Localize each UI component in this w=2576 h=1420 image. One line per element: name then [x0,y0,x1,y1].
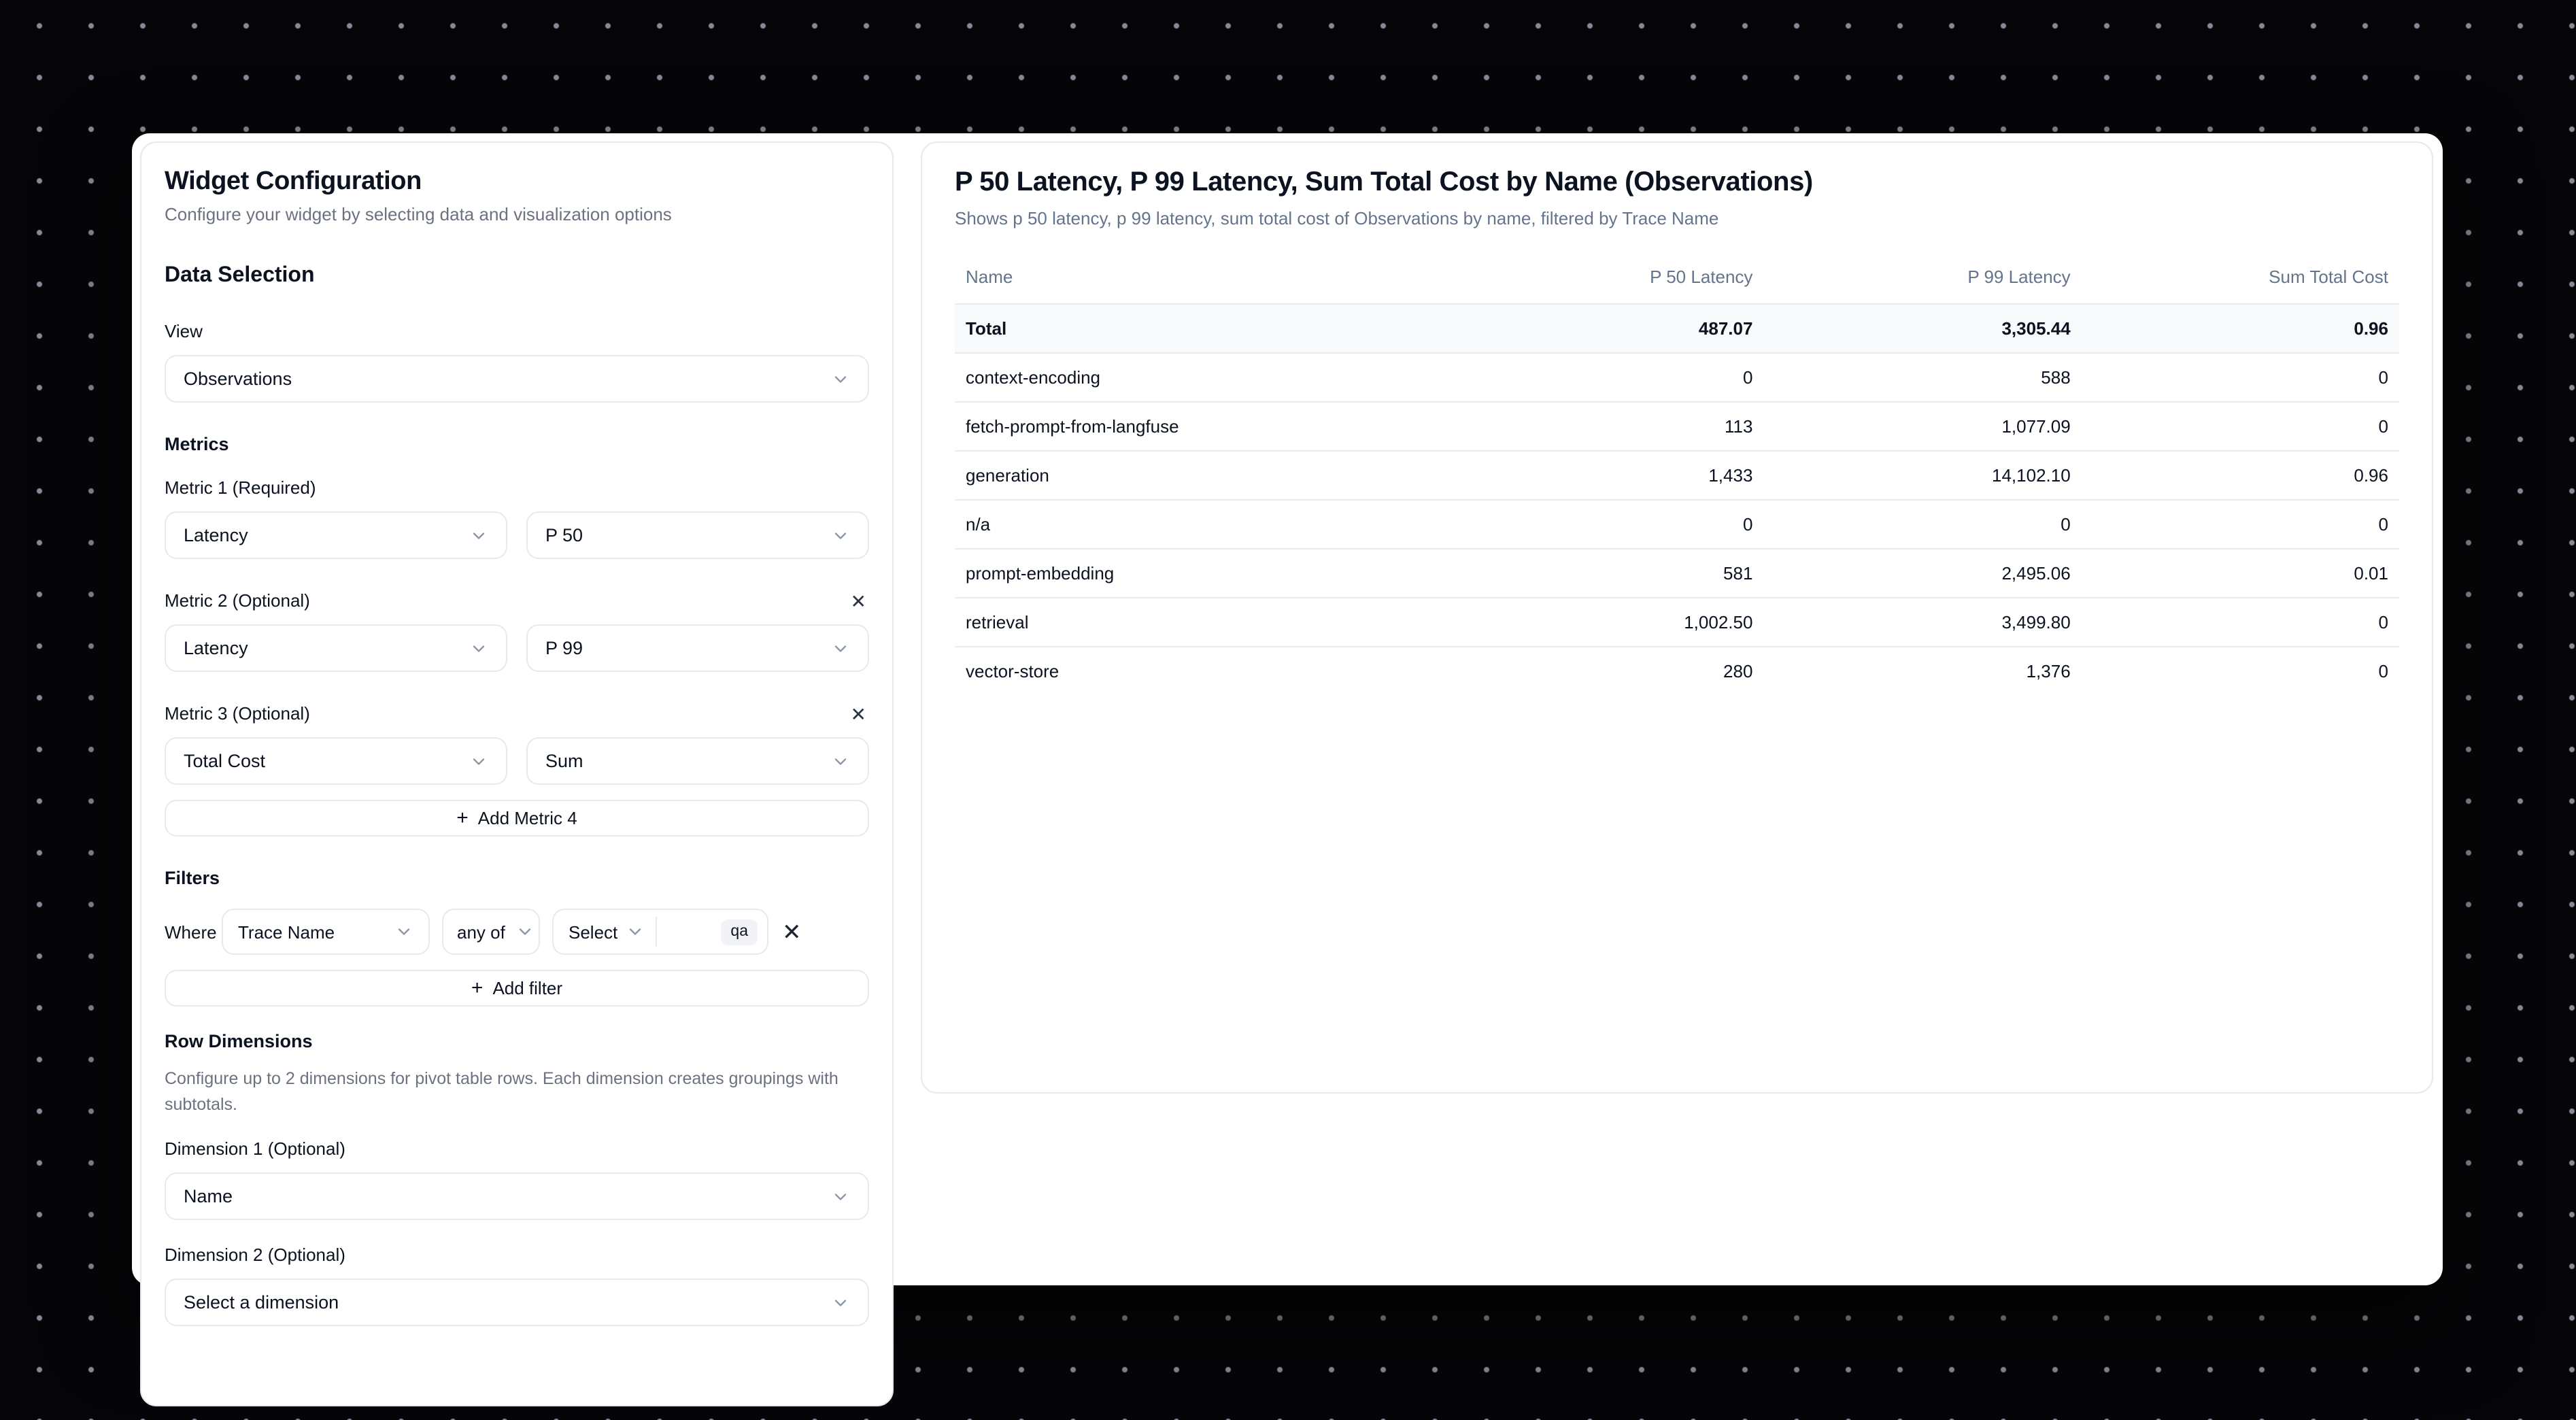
column-header-p50: P 50 Latency [1650,267,1753,287]
metric-3-measure-value: Total Cost [184,751,266,771]
remove-filter-button[interactable]: ✕ [782,919,802,945]
widget-configuration-modal [132,133,2443,1313]
metric-3-measure-select[interactable] [165,737,507,785]
cell-name: generation [955,451,1446,500]
add-metric-button[interactable] [165,800,869,836]
cell-cost: 0 [2082,598,2399,647]
metric-2-label: Metric 2 (Optional) [165,590,310,611]
chevron-down-icon [831,526,850,545]
dimension-1-value: Name [184,1186,233,1206]
cell-name: fetch-prompt-from-langfuse [955,402,1446,451]
metric-3-label: Metric 3 (Optional) [165,703,310,724]
where-label: Where [165,922,217,942]
preview-subtitle: Shows p 50 latency, p 99 latency, sum total cost of Observations by name, filtered by Trace Name [955,208,1719,229]
cell-p99: 1,077.09 [1763,402,2081,451]
chevron-down-icon [469,751,488,771]
filter-operator-select[interactable] [442,909,540,955]
chevron-down-icon [831,1187,850,1206]
cell-cost: 0 [2082,353,2399,402]
metric-3-aggregation-value: Sum [545,751,583,771]
chevron-down-icon [626,922,645,941]
cell-p50: 1,433 [1446,451,1763,500]
cell-p50: 581 [1446,549,1763,598]
preview-panel [921,141,2433,1094]
dialog-title: Widget Configuration [165,167,422,196]
preview-title: P 50 Latency, P 99 Latency, Sum Total Cost by Name (Observations) [955,167,1813,197]
cell-p99: 3,499.80 [1763,598,2081,647]
pivot-table [955,258,2399,695]
metric-2-aggregation-select[interactable] [526,624,869,672]
cell-p99: 2,495.06 [1763,549,2081,598]
filter-column-value: Trace Name [238,922,335,942]
add-metric-label: Add Metric 4 [477,808,577,828]
data-selection-heading: Data Selection [165,264,315,287]
add-filter-label: Add filter [492,978,563,998]
view-select[interactable] [165,355,869,403]
filter-value-select[interactable] [552,909,768,955]
add-filter-button[interactable] [165,970,869,1007]
cell-p50: 0 [1446,500,1763,549]
dialog-subtitle: Configure your widget by selecting data and visualization options [165,204,672,224]
table-row [955,549,2399,598]
cell-p50: 0 [1446,353,1763,402]
cell-name: prompt-embedding [955,549,1446,598]
chevron-down-icon [469,639,488,658]
row-dimensions-description: Configure up to 2 dimensions for pivot table rows. Each dimension creates groupings with subtotals. [165,1069,838,1114]
filter-operator-value: any of [457,922,505,942]
metric-1-measure-select[interactable] [165,511,507,559]
cell-name: vector-store [955,647,1446,695]
config-panel [140,141,894,1406]
metric-2-measure-value: Latency [184,638,248,658]
chevron-down-icon [831,639,850,658]
table-row [955,598,2399,647]
cell-name: n/a [955,500,1446,549]
cell-cost: 0.96 [2082,451,2399,500]
cell-cost: 0.96 [2082,304,2399,353]
metric-1-label: Metric 1 (Required) [165,477,316,498]
cell-cost: 0 [2082,402,2399,451]
metric-1-aggregation-value: P 50 [545,525,583,545]
metric-2-aggregation-value: P 99 [545,638,583,658]
chevron-down-icon [516,922,535,941]
cell-p50: 487.07 [1446,304,1763,353]
cell-p99: 1,376 [1763,647,2081,695]
dimension-2-label: Dimension 2 (Optional) [165,1245,345,1265]
chevron-down-icon [469,526,488,545]
cell-cost: 0 [2082,647,2399,695]
cell-p99: 3,305.44 [1763,304,2081,353]
filter-value-chip[interactable]: qa [721,919,758,945]
cell-name: context-encoding [955,353,1446,402]
remove-metric-3-button[interactable]: ✕ [850,703,866,725]
cell-p99: 588 [1763,353,2081,402]
divider [656,917,657,947]
metric-2-measure-select[interactable] [165,624,507,672]
plus-icon: + [456,807,469,830]
filter-column-select[interactable] [222,909,430,955]
cell-name: retrieval [955,598,1446,647]
remove-metric-2-button[interactable]: ✕ [850,590,866,612]
table-total-row [955,304,2399,353]
filters-heading: Filters [165,868,220,888]
cell-name: Total [955,304,1446,353]
chevron-down-icon [394,922,413,941]
dimension-1-select[interactable] [165,1172,869,1220]
table-row [955,500,2399,549]
metric-1-aggregation-select[interactable] [526,511,869,559]
filter-value-placeholder: Select [569,922,618,942]
column-header-name: Name [966,267,1013,287]
cell-p50: 1,002.50 [1446,598,1763,647]
chevron-down-icon [831,1293,850,1312]
view-label: View [165,321,203,341]
column-header-cost: Sum Total Cost [2269,267,2388,287]
cell-p99: 0 [1763,500,2081,549]
cell-cost: 0 [2082,500,2399,549]
metric-3-aggregation-select[interactable] [526,737,869,785]
table-header-row [955,258,2399,304]
metric-1-measure-value: Latency [184,525,248,545]
view-select-value: Observations [184,369,292,389]
dimension-2-select[interactable] [165,1279,869,1326]
dimension-1-label: Dimension 1 (Optional) [165,1138,345,1159]
row-dimensions-heading: Row Dimensions [165,1031,313,1051]
chevron-down-icon [831,751,850,771]
table-row [955,451,2399,500]
filter-row [165,909,869,955]
chevron-down-icon [831,369,850,388]
cell-p99: 14,102.10 [1763,451,2081,500]
table-row [955,402,2399,451]
table-row [955,647,2399,695]
cell-p50: 113 [1446,402,1763,451]
metrics-heading: Metrics [165,434,229,454]
cell-p50: 280 [1446,647,1763,695]
plus-icon: + [471,977,484,1000]
table-row [955,353,2399,402]
cell-cost: 0.01 [2082,549,2399,598]
dimension-2-value: Select a dimension [184,1292,339,1313]
column-header-p99: P 99 Latency [1967,267,2071,287]
